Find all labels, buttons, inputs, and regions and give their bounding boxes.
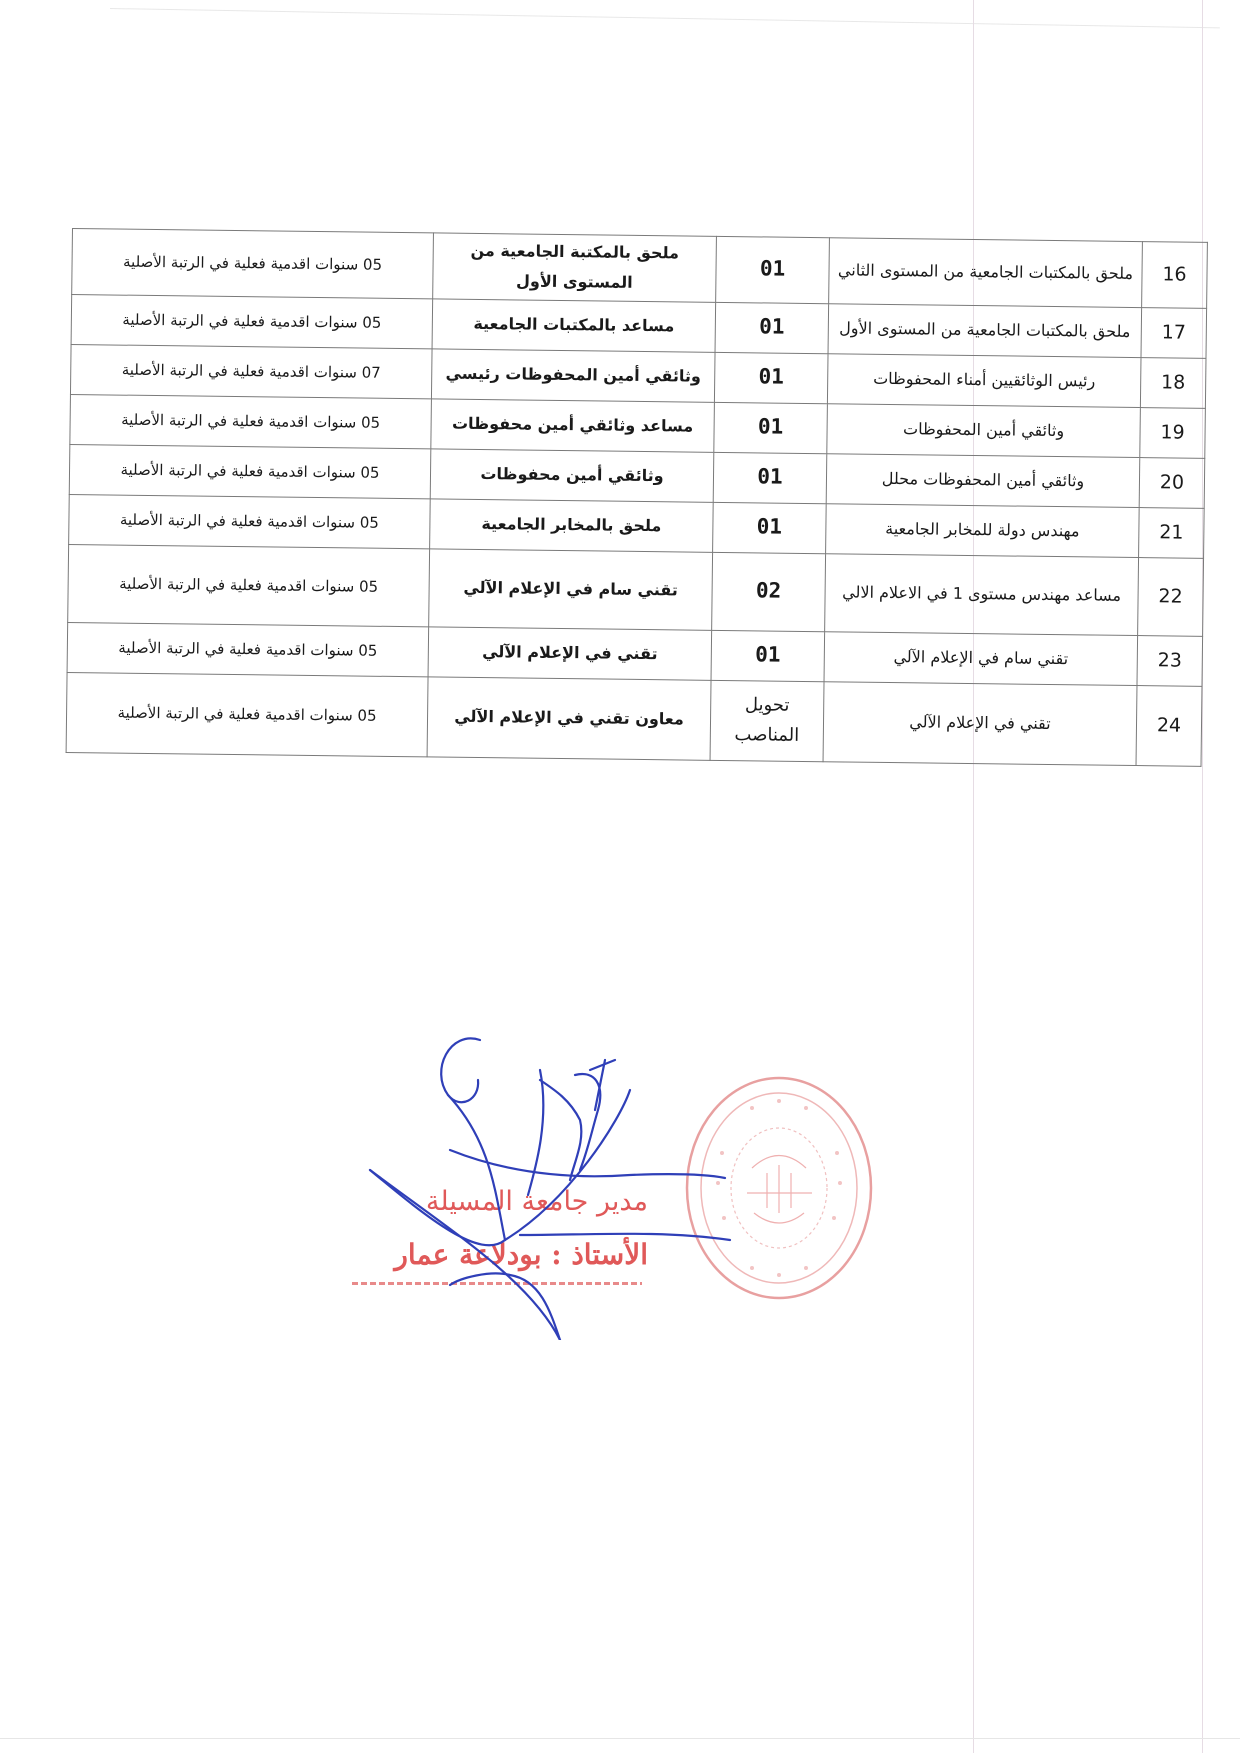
original-grade: وثائقي أمين المحفوظات محلل — [826, 454, 1140, 508]
post-count: تحويل المناصب — [710, 680, 824, 761]
seniority-condition: 05 سنوات اقدمية فعلية في الرتبة الأصلية — [71, 294, 433, 348]
original-grade: ملحق بالمكتبات الجامعية من المستوى الأول — [828, 304, 1142, 358]
original-grade: تقني في الإعلام الآلي — [823, 682, 1137, 766]
original-grade: تقني سام في الإعلام الآلي — [824, 632, 1138, 686]
target-grade: ملحق بالمكتبة الجامعية من المستوى الأول — [433, 233, 717, 302]
table-row — [68, 544, 1204, 636]
target-grade: مساعد بالمكتبات الجامعية — [432, 299, 716, 352]
target-grade: مساعد وثائقي أمين محفوظات — [431, 399, 715, 452]
original-grade: رئيس الوثائقيين أمناء المحفوظات — [827, 354, 1141, 408]
target-grade: تقني في الإعلام الآلي — [428, 627, 712, 680]
handwritten-signature-icon — [330, 1030, 850, 1340]
seniority-condition: 05 سنوات اقدمية فعلية في الرتبة الأصلية — [70, 394, 432, 448]
signature-title: مدير جامعة المسيلة — [425, 1186, 648, 1217]
post-count: 01 — [716, 236, 830, 303]
promotions-table-container — [66, 228, 1187, 766]
row-number: 17 — [1141, 307, 1207, 358]
target-grade: ملحق بالمخابر الجامعية — [430, 499, 714, 552]
original-grade: مساعد مهندس مستوى 1 في الاعلام الالي — [825, 554, 1139, 636]
row-number: 23 — [1137, 635, 1203, 686]
row-number: 19 — [1140, 407, 1206, 458]
seniority-condition: 05 سنوات اقدمية فعلية في الرتبة الأصلية — [68, 544, 430, 626]
row-number: 22 — [1138, 557, 1204, 636]
seniority-condition: 07 سنوات اقدمية فعلية في الرتبة الأصلية — [70, 344, 432, 398]
post-count: 02 — [712, 552, 826, 631]
original-grade: ملحق بالمكتبات الجامعية من المستوى الثاني — [829, 238, 1143, 308]
scan-artifact-line — [0, 1738, 1240, 1739]
row-number: 24 — [1136, 685, 1202, 766]
scan-artifact-line — [110, 8, 1220, 28]
row-number: 16 — [1142, 242, 1208, 309]
seniority-condition: 05 سنوات اقدمية فعلية في الرتبة الأصلية — [67, 622, 429, 676]
original-grade: وثائقي أمين المحفوظات — [827, 404, 1141, 458]
target-grade: وثائقي أمين محفوظات — [430, 449, 714, 502]
row-number: 18 — [1140, 357, 1206, 408]
post-count: 01 — [711, 630, 825, 681]
row-number: 21 — [1139, 507, 1205, 558]
target-grade: معاون تقني في الإعلام الآلي — [427, 677, 711, 760]
promotions-table — [66, 228, 1208, 767]
post-count: 01 — [714, 352, 828, 403]
post-count: 01 — [713, 452, 827, 503]
target-grade: وثائقي أمين المحفوظات رئيسي — [431, 349, 715, 402]
signature-name: الأستاذ : بودلاعة عمار — [394, 1238, 648, 1271]
seniority-condition: 05 سنوات اقدمية فعلية في الرتبة الأصلية — [69, 494, 431, 548]
target-grade: تقني سام في الإعلام الآلي — [429, 549, 713, 630]
row-number: 20 — [1139, 457, 1205, 508]
post-count: 01 — [713, 502, 827, 553]
seniority-condition: 05 سنوات اقدمية فعلية في الرتبة الأصلية — [66, 672, 428, 756]
post-count: 01 — [714, 402, 828, 453]
table-row — [66, 672, 1202, 766]
seniority-condition: 05 سنوات اقدمية فعلية في الرتبة الأصلية — [72, 229, 434, 299]
seniority-condition: 05 سنوات اقدمية فعلية في الرتبة الأصلية — [69, 444, 431, 498]
post-count: 01 — [715, 302, 829, 353]
original-grade: مهندس دولة للمخابر الجامعية — [826, 504, 1140, 558]
